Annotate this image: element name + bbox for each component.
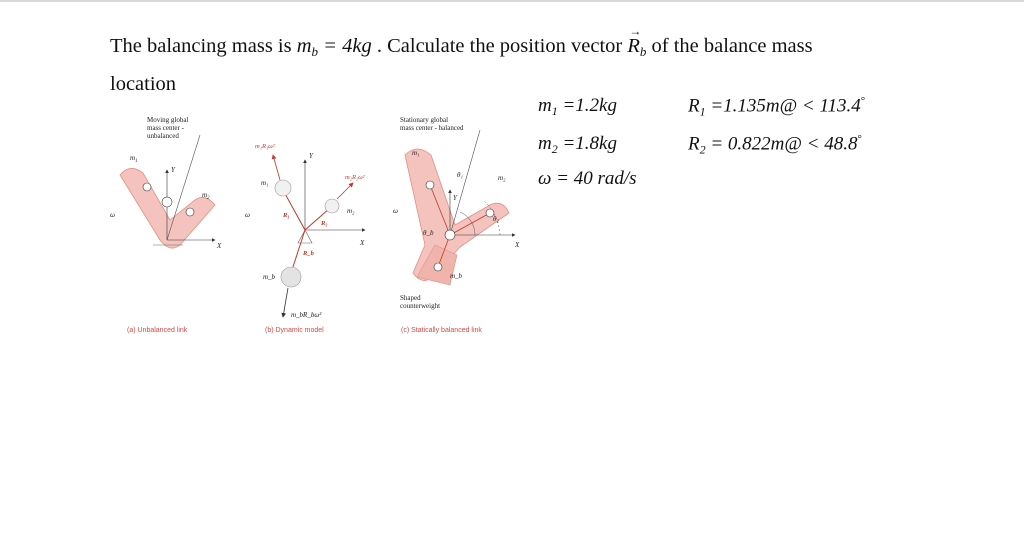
mass-value: = 4kg <box>318 35 372 57</box>
b-r2-label: R₂ <box>321 220 328 227</box>
vector-subscript: b <box>639 44 647 59</box>
a-pivot-marker <box>162 197 172 207</box>
c-x-label: X <box>515 241 520 249</box>
b-r1-label: R₁ <box>283 212 290 219</box>
unbalanced-link-shape <box>120 168 215 248</box>
problem-text-line2: location <box>110 73 177 95</box>
r1-symbol: R <box>688 95 700 117</box>
r2-value: = 0.822m@ < 48.8 <box>705 133 858 155</box>
given-r2 <box>688 133 862 157</box>
r1-value: =1.135m@ < 113.4 <box>705 95 861 117</box>
a-x-label: X <box>217 242 222 250</box>
b-m1-label: m₁ <box>261 179 269 187</box>
b-f2-arrow <box>337 183 353 199</box>
r2-symbol: R <box>688 133 700 155</box>
c-shaped1: Shaped <box>400 294 421 302</box>
a-y-label: Y <box>171 166 175 174</box>
c-mb-marker <box>434 263 442 271</box>
balancing-figure <box>105 95 525 340</box>
problem-statement <box>110 30 930 100</box>
top-divider <box>0 0 1024 2</box>
a-omega-label: ω <box>110 211 115 219</box>
a-m1-sub: 1 <box>135 159 138 164</box>
b-f1-label: m₁R₁ω² <box>255 143 275 150</box>
r2-degree: ° <box>857 133 862 145</box>
mass-subscript: b <box>311 44 319 59</box>
m1-value: =1.2kg <box>557 95 617 116</box>
b-m1-mass <box>275 180 291 196</box>
panel-c <box>393 116 520 334</box>
b-m2-label: m₂ <box>347 207 355 215</box>
omega-value: = 40 rad/s <box>551 168 637 189</box>
problem-text-pre: The balancing mass is <box>110 35 292 57</box>
b-omega-label: ω <box>245 211 250 219</box>
c-m1-label: m₁ <box>412 149 420 157</box>
b-y-label: Y <box>309 152 313 160</box>
b-r1-vector <box>283 190 305 230</box>
r1-degree: ° <box>860 95 866 107</box>
m2-value: =1.8kg <box>557 133 617 154</box>
b-mb-label: m_b <box>263 273 276 281</box>
b-f2-label: m₂R₂ω² <box>345 174 365 181</box>
b-fb-arrow <box>283 288 288 317</box>
b-mb-mass <box>281 267 301 287</box>
panel-a <box>110 116 222 334</box>
c-m1-marker <box>426 181 434 189</box>
c-mb-label: m_b <box>450 272 463 280</box>
b-fb-label: m_bR_bω² <box>291 311 322 319</box>
b-rb-label: R_b <box>303 250 314 257</box>
m2-symbol: m <box>538 133 552 154</box>
r2-sub: 2 <box>699 142 706 157</box>
problem-text-mid: . Calculate the position vector <box>376 35 623 57</box>
m2-sub: 2 <box>551 142 558 156</box>
m1-sub: 1 <box>551 104 558 118</box>
a-m1-label: m <box>130 154 136 162</box>
given-omega <box>538 168 637 190</box>
c-note2: mass center - balanced <box>400 124 464 132</box>
a-m1-marker <box>143 183 151 191</box>
position-vector-symbol: → R <box>627 30 640 62</box>
a-note2: mass center - <box>147 124 184 132</box>
given-m1 <box>538 95 617 119</box>
r1-sub: 1 <box>699 104 706 119</box>
c-theta2-label: θ₂ <box>493 215 499 223</box>
b-pivot-ground <box>298 230 312 243</box>
mass-symbol: m <box>296 35 312 57</box>
a-caption: (a) Unbalanced link <box>127 327 188 334</box>
c-shaped2: counterweight <box>400 302 441 310</box>
problem-text-post: of the balance mass <box>651 35 813 57</box>
panel-b <box>245 143 366 334</box>
a-m2-sub: 2 <box>207 196 210 201</box>
b-f1-arrow <box>273 155 280 180</box>
c-omega-label: ω <box>393 207 398 215</box>
b-m2-mass <box>325 199 339 213</box>
c-theta1-label: θ₁ <box>457 171 463 179</box>
c-y-label: Y <box>453 194 457 202</box>
b-x-label: X <box>360 239 365 247</box>
given-r1 <box>688 95 865 119</box>
c-thetab-label: θ_b <box>423 229 434 237</box>
c-caption: (c) Statically balanced link <box>401 327 482 334</box>
b-caption: (b) Dynamic model <box>265 327 324 334</box>
m1-symbol: m <box>538 95 552 116</box>
given-m2 <box>538 133 617 157</box>
a-m2-marker <box>186 208 194 216</box>
c-note1: Stationary global <box>400 116 449 124</box>
a-m2-label: m <box>202 191 208 199</box>
c-m2-label: m₂ <box>498 174 506 182</box>
c-pivot-marker <box>445 230 455 240</box>
a-note3: unbalanced <box>147 132 179 140</box>
omega-symbol: ω <box>538 168 552 189</box>
a-note1: Moving global <box>147 116 189 124</box>
